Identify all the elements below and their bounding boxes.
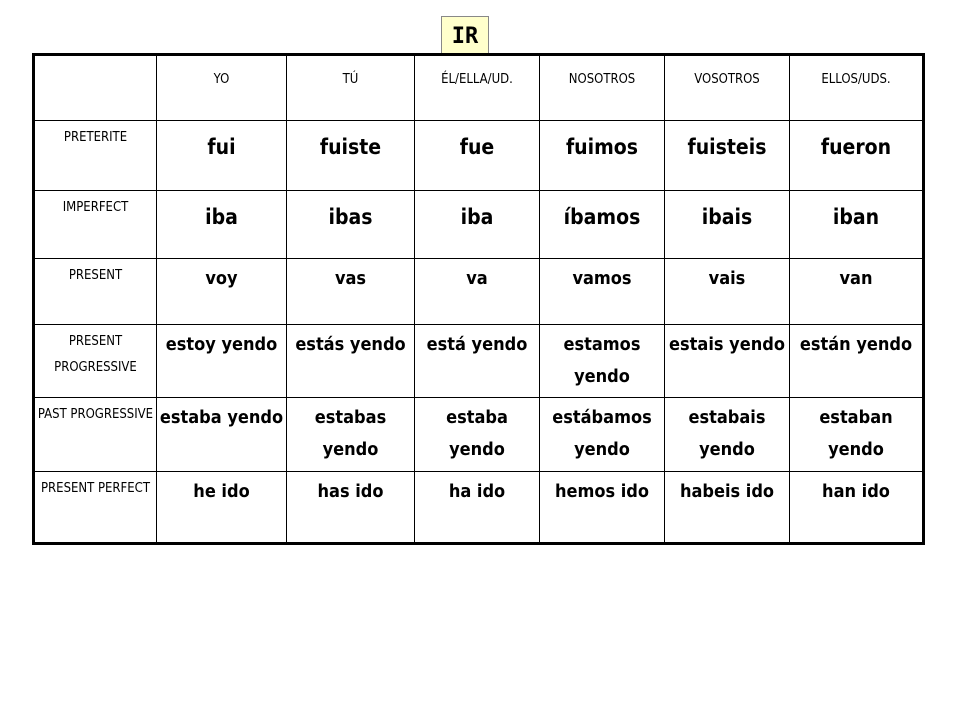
table-cell: fuisteis	[665, 120, 790, 190]
row-label: PRESENT	[34, 259, 157, 325]
table-row-past-progressive	[34, 398, 924, 472]
table-cell: estoy yendo	[157, 325, 287, 398]
header-el-ella-ud: ÉL/ELLA/UD.	[415, 55, 540, 121]
table-cell: habeis ido	[665, 472, 790, 544]
table-cell: iba	[415, 190, 540, 259]
table-cell: fueron	[790, 120, 924, 190]
table-cell: fui	[157, 120, 287, 190]
table-cell: hemos ido	[540, 472, 665, 544]
row-label: PRESENT PROGRESSIVE	[34, 325, 157, 398]
table-cell: estaba yendo	[415, 398, 540, 472]
header-vosotros: VOSOTROS	[665, 55, 790, 121]
table-row-preterite	[34, 120, 924, 190]
table-cell: fuimos	[540, 120, 665, 190]
header-tu: TÚ	[287, 55, 415, 121]
header-row	[34, 55, 924, 121]
table-cell: estabais yendo	[665, 398, 790, 472]
table-cell: iba	[157, 190, 287, 259]
table-cell: ibas	[287, 190, 415, 259]
table-cell: ibais	[665, 190, 790, 259]
table-row-present	[34, 259, 924, 325]
table-cell: vais	[665, 259, 790, 325]
row-label: IMPERFECT	[34, 190, 157, 259]
header-nosotros: NOSOTROS	[540, 55, 665, 121]
table-cell: vamos	[540, 259, 665, 325]
table-cell: están yendo	[790, 325, 924, 398]
verb-title: IR	[441, 16, 489, 56]
table-cell: estaba yendo	[157, 398, 287, 472]
table-cell: voy	[157, 259, 287, 325]
table-cell: estais yendo	[665, 325, 790, 398]
table-cell: íbamos	[540, 190, 665, 259]
row-label: PAST PROGRESSIVE	[34, 398, 157, 472]
table-cell: van	[790, 259, 924, 325]
header-corner	[34, 55, 157, 121]
table-cell: va	[415, 259, 540, 325]
table-cell: está yendo	[415, 325, 540, 398]
header-yo: YO	[157, 55, 287, 121]
table-cell: estás yendo	[287, 325, 415, 398]
row-label: PRETERITE	[34, 120, 157, 190]
table-cell: he ido	[157, 472, 287, 544]
table-cell: ha ido	[415, 472, 540, 544]
table-cell: estabas yendo	[287, 398, 415, 472]
row-label: PRESENT PERFECT	[34, 472, 157, 544]
header-ellos-uds: ELLOS/UDS.	[790, 55, 924, 121]
table-cell: fue	[415, 120, 540, 190]
table-cell: estamos yendo	[540, 325, 665, 398]
table-cell: vas	[287, 259, 415, 325]
table-cell: fuiste	[287, 120, 415, 190]
table-cell: iban	[790, 190, 924, 259]
table-row-present-perfect	[34, 472, 924, 544]
conjugation-table	[32, 53, 925, 545]
table-cell: estaban yendo	[790, 398, 924, 472]
table-row-present-progressive	[34, 325, 924, 398]
table-cell: estábamos yendo	[540, 398, 665, 472]
table-cell: han ido	[790, 472, 924, 544]
table-cell: has ido	[287, 472, 415, 544]
table-row-imperfect	[34, 190, 924, 259]
